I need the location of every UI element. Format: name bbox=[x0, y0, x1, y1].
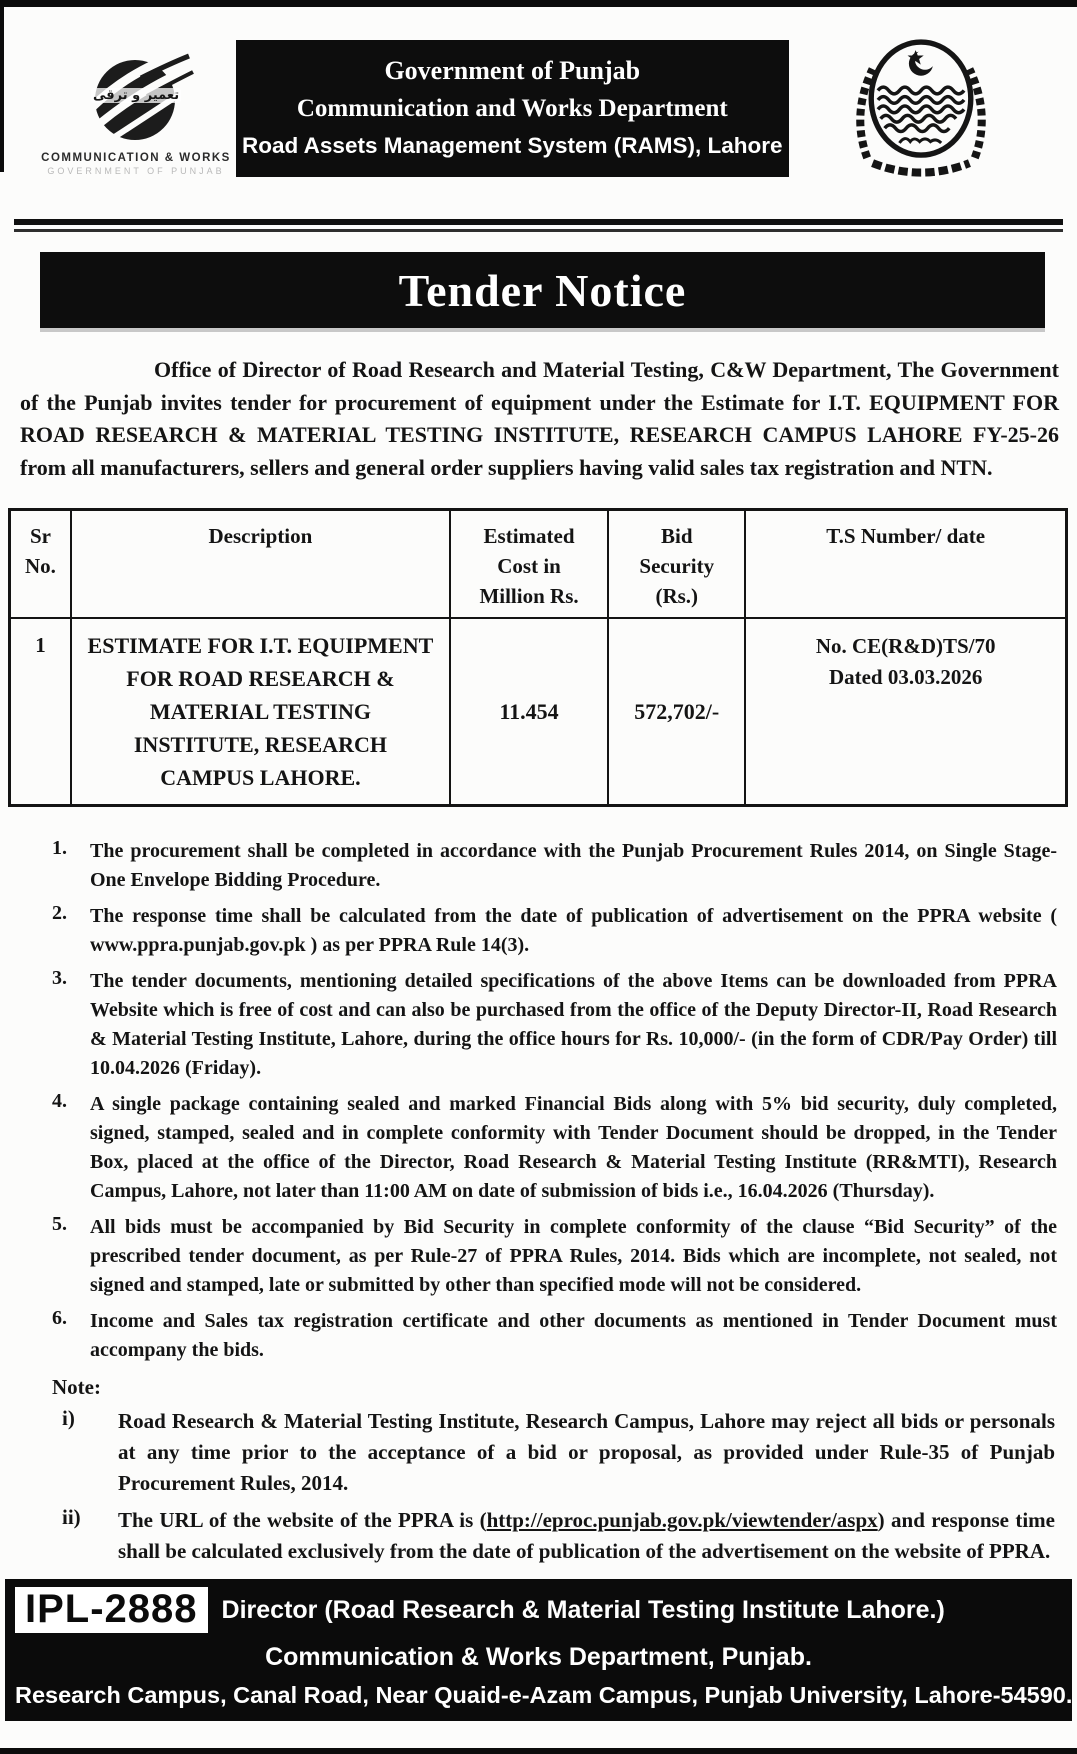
page-left-border bbox=[0, 7, 4, 172]
list-item bbox=[0, 967, 1077, 1083]
note-label: Note: bbox=[52, 1375, 101, 1399]
list-item bbox=[0, 902, 1077, 960]
rams-title: Road Assets Management System (RAMS), Lahore bbox=[242, 133, 783, 158]
tender-notice-banner bbox=[40, 252, 1045, 328]
item-number: i) bbox=[62, 1406, 75, 1430]
list-item bbox=[0, 1307, 1077, 1365]
table-row bbox=[10, 618, 1067, 806]
item-text: The tender documents, mentioning detailed specifications of the above Items can be downloaded from PPRA Website which is free of cost and can also be purchased from the office of the Deputy Director-II, Road Research & Material Testing Institute, Lahore, during the office hours for Rs. 10,000/- (in the form of CDR/Pay Order) till 10.04.2026 (Friday). bbox=[90, 970, 1057, 1079]
col-header-bid-security: Bid Security (Rs.) bbox=[608, 510, 745, 619]
item-number: 4. bbox=[52, 1090, 67, 1112]
cw-department-logo bbox=[36, 30, 236, 176]
cell-cost: 11.454 bbox=[450, 618, 608, 806]
item-text: A single package containing sealed and marked Financial Bids along with 5% bid security, duly completed, signed, stamped, sealed and in complete conformity with Tender Document should be dropped, in the Tender Box, placed at the office of the Director, Road Research & Material Testing Institute (RR&MTI), Research Campus, Lahore, not later than 11:00 AM on date of submission of bids i.e., 16.04.2026 (Thursday). bbox=[90, 1093, 1057, 1202]
item-number: ii) bbox=[62, 1505, 81, 1529]
item-number: 6. bbox=[52, 1307, 67, 1329]
item-text: Income and Sales tax registration certificate and other documents as mentioned in Tender Document must accompany the bids. bbox=[90, 1310, 1057, 1361]
logo-subcaption: GOVERNMENT OF PUNJAB bbox=[47, 166, 225, 176]
intro-paragraph: Office of Director of Road Research and Material Testing, C&W Department, The Government of the Punjab invites tender for procurement of equipment under the Estimate for I.T. EQUIPMENT FOR ROAD RESEARCH & MATERIAL TESTING INSTITUTE, RESEARCH CAMPUS LAHORE FY-25-26 from all manufacturers, sellers and general order suppliers having valid sales tax registration and NTN. bbox=[20, 357, 1059, 480]
item-text bbox=[118, 1505, 1077, 1567]
footer-address-line: Research Campus, Canal Road, Near Quaid-e-Azam Campus, Punjab University, Lahore-54590. bbox=[15, 1682, 1073, 1708]
list-item bbox=[0, 1213, 1077, 1300]
item-number: 3. bbox=[52, 967, 67, 989]
col-header-ts-number: T.S Number/ date bbox=[745, 510, 1066, 619]
page-top-border bbox=[0, 0, 1077, 7]
item-number: 1. bbox=[52, 837, 67, 859]
cell-ts-number bbox=[745, 618, 1066, 806]
item-text: Road Research & Material Testing Institute, Research Campus, Lahore may reject all bids or personals at any time prior to the acceptance of a bid or proposal, as provided under Rule-35 of Punjab Procurement Rules, 2014. bbox=[118, 1409, 1055, 1495]
header bbox=[0, 0, 1077, 187]
department-title: Communication and Works Department bbox=[296, 95, 728, 122]
item-number: 2. bbox=[52, 902, 67, 924]
item-number: 5. bbox=[52, 1213, 67, 1235]
note-text-before-url: The URL of the website of the PPRA is ( bbox=[118, 1508, 487, 1532]
col-header-sr: Sr No. bbox=[10, 510, 71, 619]
logo-urdu-calligraphy: تعمیر و ترقی bbox=[93, 88, 180, 103]
ts-date: Dated 03.03.2026 bbox=[828, 665, 983, 689]
list-item bbox=[0, 837, 1077, 895]
ppra-url-link[interactable]: http://eproc.punjab.gov.pk/viewtender/aspx bbox=[486, 1508, 878, 1532]
cell-bid-security: 572,702/- bbox=[608, 618, 745, 806]
punjab-government-emblem bbox=[789, 30, 1053, 187]
note-list bbox=[0, 1406, 1077, 1567]
table-header-row bbox=[10, 510, 1067, 619]
conditions-list bbox=[0, 837, 1077, 1365]
govt-title: Government of Punjab bbox=[384, 56, 641, 85]
note-item bbox=[0, 1505, 1077, 1567]
note-item bbox=[0, 1406, 1077, 1499]
tender-table bbox=[8, 508, 1068, 807]
item-text: The procurement shall be completed in accordance with the Punjab Procurement Rules 2014, on Single Stage-One Envelope Bidding Procedure. bbox=[90, 840, 1057, 891]
footer-director-line: Director (Road Research & Material Testing Institute Lahore.) bbox=[221, 1595, 945, 1624]
note-text-after-url: ) and response time shall be calculated exclusively from the date of publication of the advertisement on the website of PPRA. bbox=[118, 1508, 1055, 1563]
ts-number: No. CE(R&D)TS/70 bbox=[815, 634, 996, 658]
list-item bbox=[0, 1090, 1077, 1206]
footer-row-1 bbox=[15, 1587, 1062, 1633]
department-title-box bbox=[236, 40, 789, 177]
footer-department-line: Communication & Works Department, Punjab. bbox=[265, 1643, 812, 1671]
col-header-cost: Estimated Cost in Million Rs. bbox=[450, 510, 608, 619]
logo-caption: COMMUNICATION & WORKS bbox=[41, 152, 231, 164]
col-header-description: Description bbox=[71, 510, 450, 619]
punjab-emblem-icon bbox=[826, 34, 1016, 182]
item-text: The response time shall be calculated from the date of publication of advertisement on the PPRA website ( www.ppra.punjab.gov.pk ) as per PPRA Rule 14(3). bbox=[90, 905, 1057, 956]
cw-globe-swoosh-icon bbox=[77, 50, 195, 146]
horizontal-divider bbox=[14, 219, 1063, 232]
ipl-number-badge: IPL-2888 bbox=[15, 1587, 208, 1633]
item-text: All bids must be accompanied by Bid Security in complete conformity of the clause “Bid Security” of the prescribed tender document, as per Rule-27 of PPRA Rules, 2014. Bids which are incomplete, not sealed, not signed and stamped, late or submitted by other than specified mode will not be considered. bbox=[90, 1216, 1057, 1296]
cell-sr: 1 bbox=[10, 618, 71, 806]
cell-description: ESTIMATE FOR I.T. EQUIPMENT FOR ROAD RESEARCH & MATERIAL TESTING INSTITUTE, RESEARCH CAMPUS LAHORE. bbox=[71, 618, 450, 806]
page-bottom-border bbox=[0, 1748, 1077, 1754]
tender-notice-title: Tender Notice bbox=[398, 264, 687, 316]
footer-bar bbox=[5, 1579, 1072, 1721]
